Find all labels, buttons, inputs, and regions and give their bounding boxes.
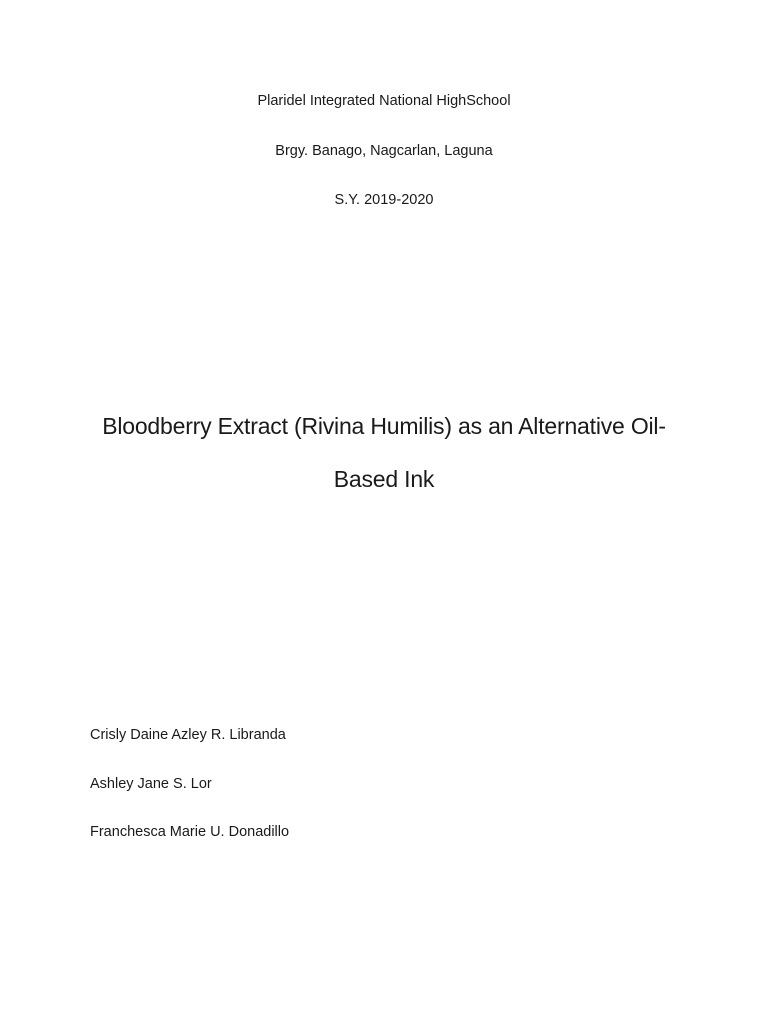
school-year: S.Y. 2019-2020 <box>334 192 434 208</box>
author-1: Crisly Daine Azley R. Libranda <box>90 727 286 743</box>
author-3: Franchesca Marie U. Donadillo <box>90 824 290 840</box>
school-address: Brgy. Banago, Nagcarlan, Laguna <box>275 143 493 159</box>
document-title-line-1: Bloodberry Extract (Rivina Humilis) as an Alternative Oil- <box>102 413 666 439</box>
document-title-line-2: Based Ink <box>333 466 435 492</box>
author-2: Ashley Jane S. Lor <box>90 776 212 792</box>
school-name: Plaridel Integrated National HighSchool <box>257 93 511 109</box>
